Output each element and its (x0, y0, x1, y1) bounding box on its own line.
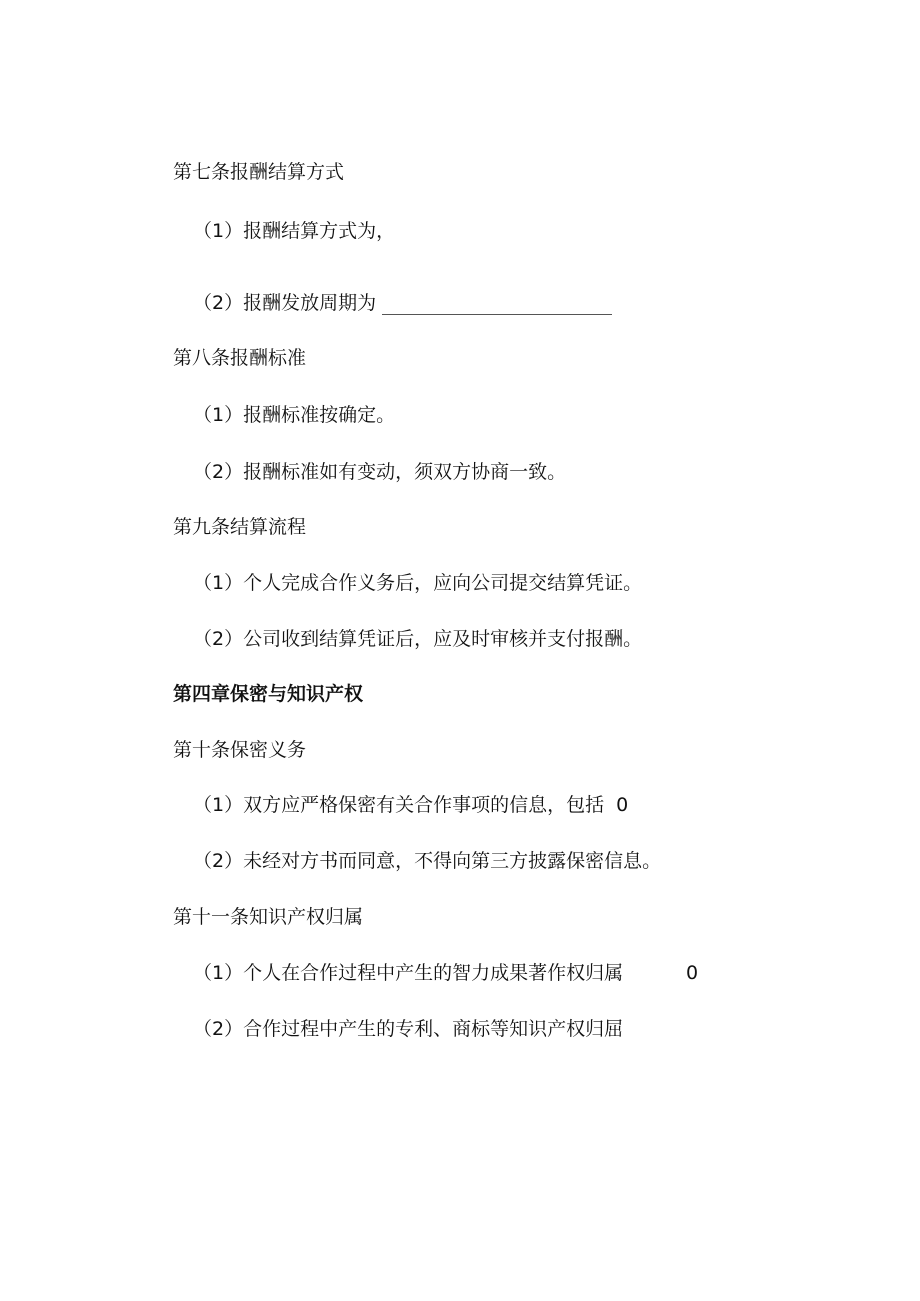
article-10-item-1 (193, 793, 628, 817)
article-8-title: 第八条报酬标准 (173, 347, 307, 369)
article-11-item-1-trail: 0 (686, 962, 699, 984)
article-7-item-1: （1）报酬结算方式为， (193, 220, 396, 242)
chapter-4-title: 第四章保密与知识产权 (173, 683, 364, 705)
fill-in-blank-line (382, 296, 612, 315)
article-11-item-2: （2）合作过程中产生的专利、商标等知识产权归屈 (193, 1018, 624, 1040)
article-10-item-1-trail: 0 (616, 794, 629, 816)
article-10-title: 第十条保密义务 (173, 739, 307, 761)
article-8-item-2: （2）报酬标准如有变动，须双方协商一致。 (193, 461, 567, 483)
article-7-item-2-text: （2）报酬发放周期为 (193, 292, 377, 314)
article-7-title: 第七条报酬结算方式 (173, 161, 345, 183)
article-7-item-2 (193, 291, 612, 315)
article-9-item-2: （2）公司收到结算凭证后，应及时审核并支付报酬。 (193, 628, 643, 650)
article-8-item-1: （1）报酬标准按确定。 (193, 404, 396, 426)
article-9-item-1: （1）个人完成合作义务后，应向公司提交结算凭证。 (193, 572, 643, 594)
article-11-title: 第十一条知识产权归属 (173, 906, 364, 928)
article-11-item-1: （1）个人在合作过程中产生的智力成果著作权归属 (193, 962, 624, 984)
article-10-item-2: （2）未经对方书而同意，不得向第三方披露保密信息。 (193, 850, 662, 872)
article-10-item-1-text: （1）双方应严格保密有关合作事项的信息，包括 (193, 794, 605, 816)
article-9-title: 第九条结算流程 (173, 516, 307, 538)
